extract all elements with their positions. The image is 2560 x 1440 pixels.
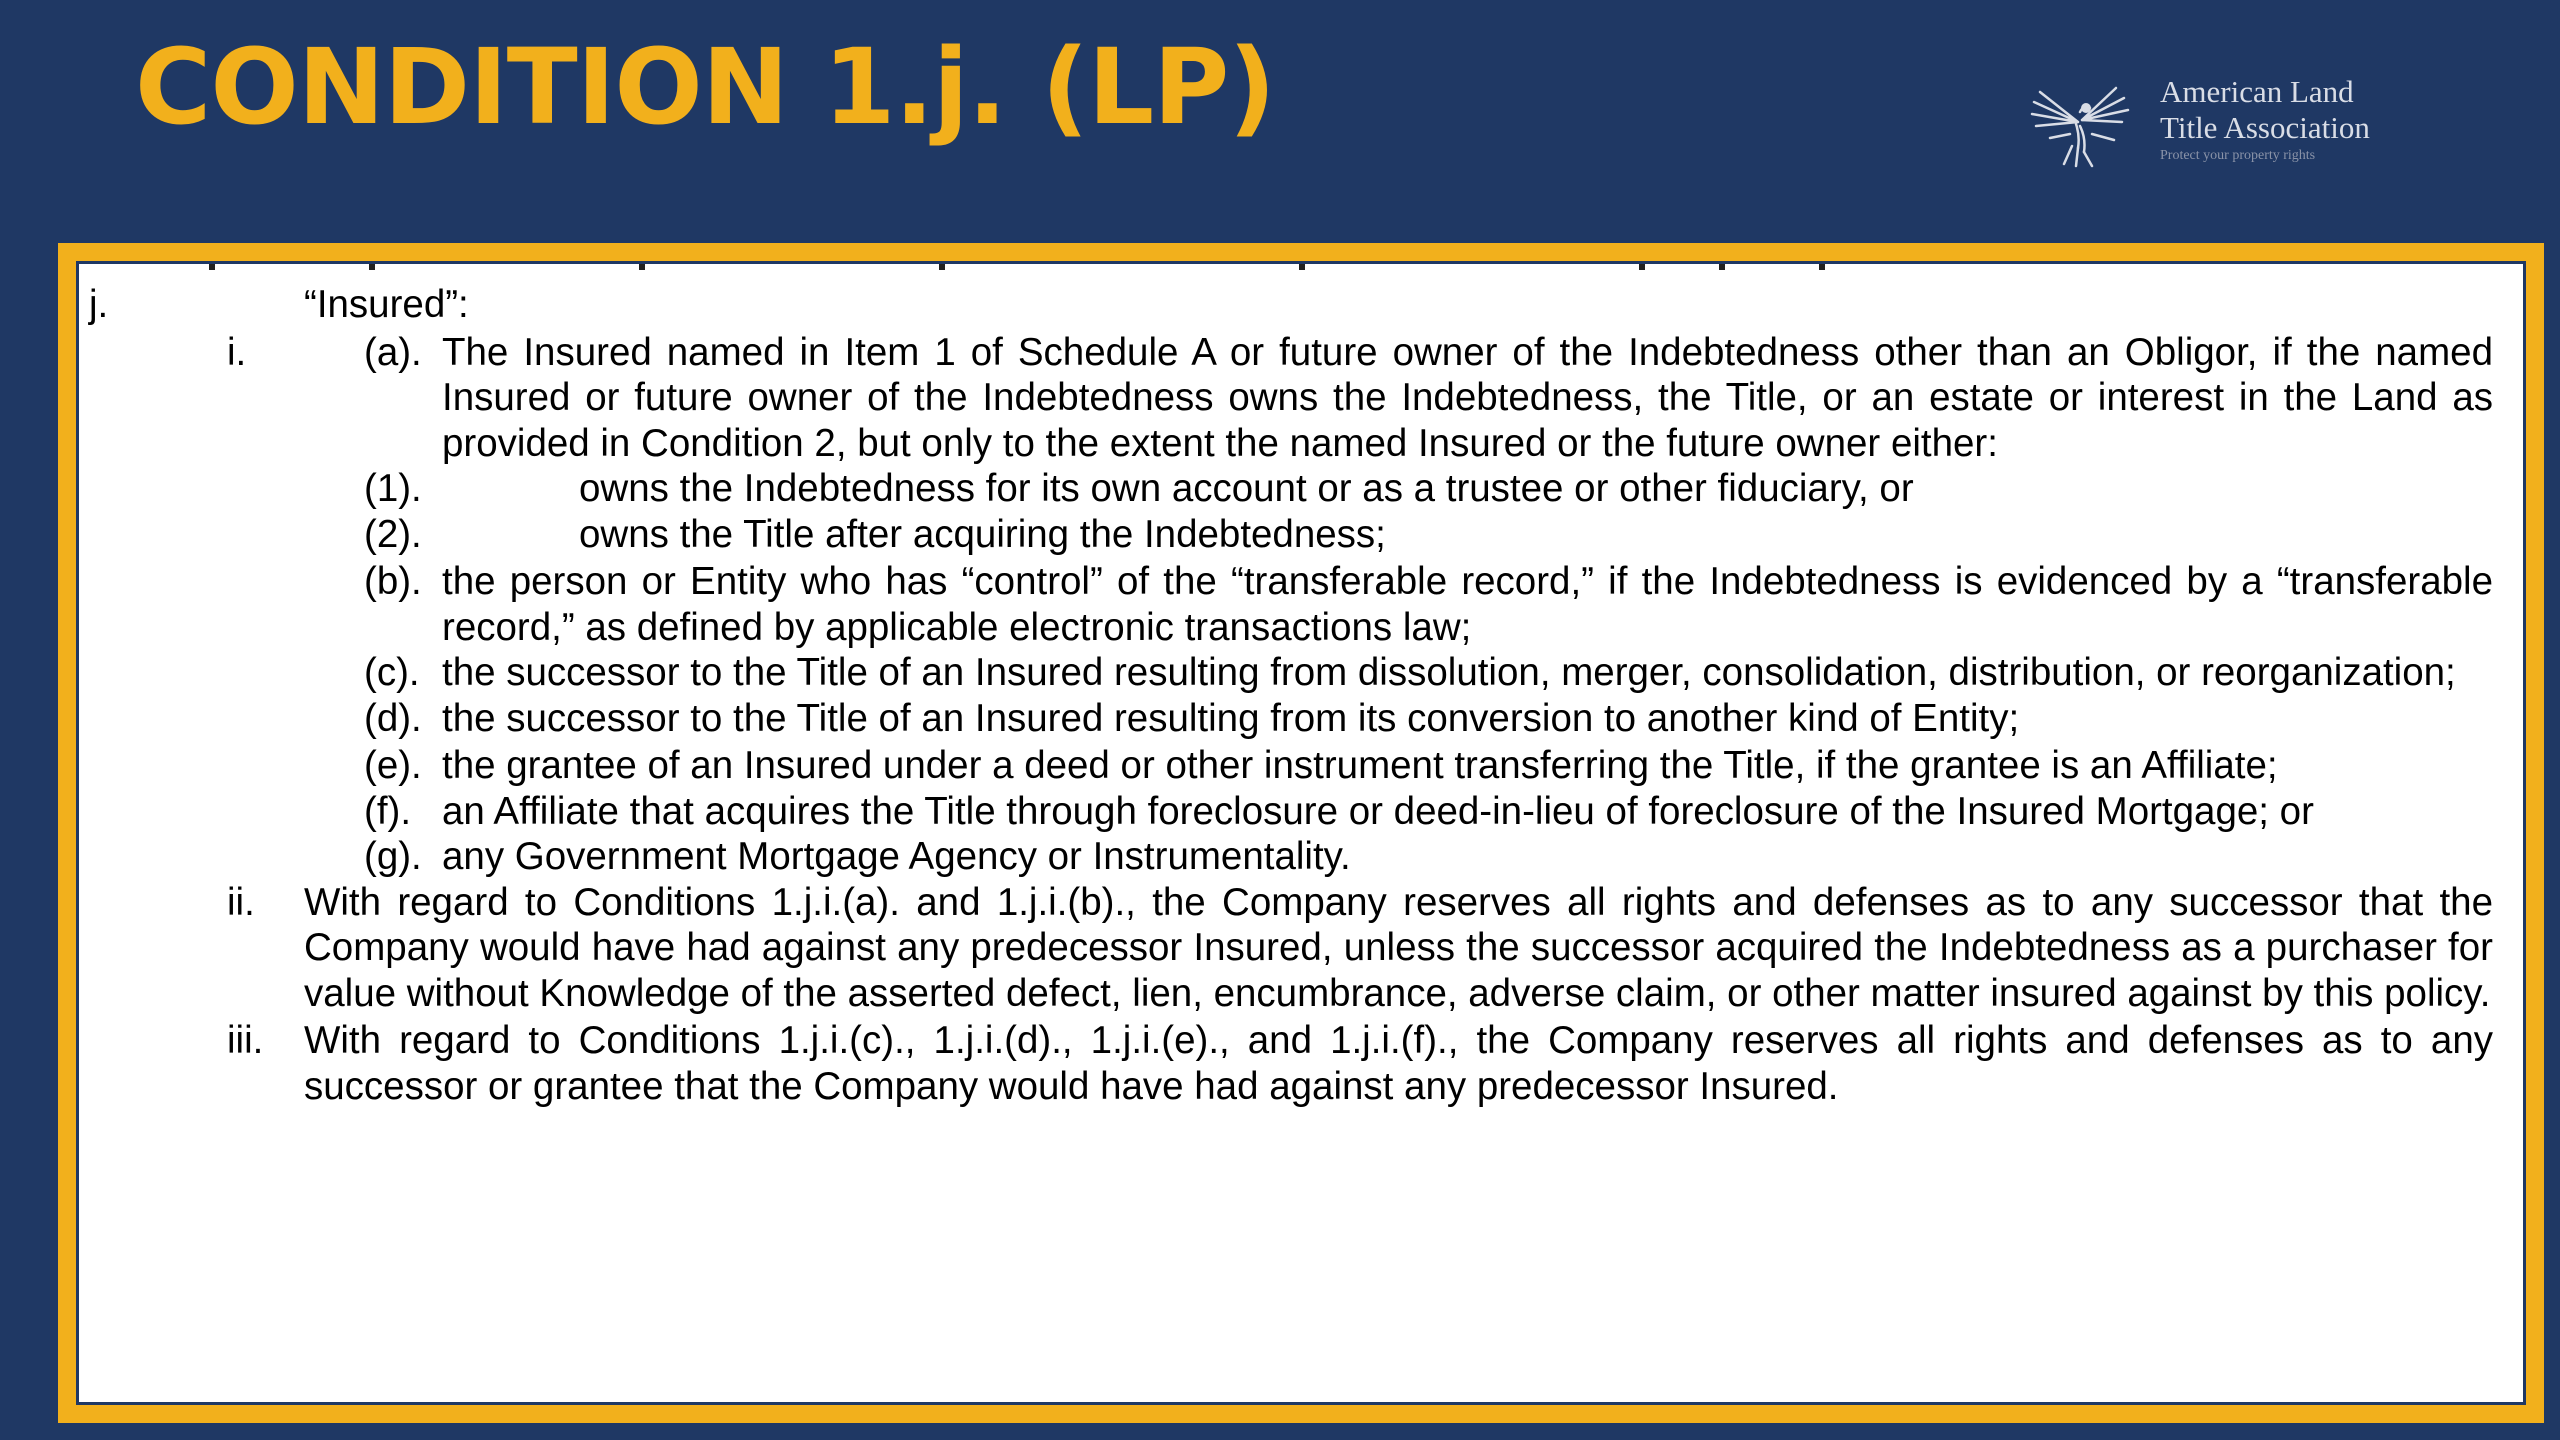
slide-title: CONDITION 1.j. (LP) [135, 26, 1275, 148]
eagle-icon [2020, 74, 2140, 170]
item-a-2 [79, 512, 2523, 558]
logo-line-1: American Land [2160, 74, 2354, 109]
item-i-label: i. [227, 330, 247, 374]
logo-line-2: Title Association [2160, 110, 2370, 145]
item-iii [79, 1018, 2523, 1109]
item-ii [79, 880, 2523, 1017]
item-c [79, 650, 2523, 696]
item-e [79, 743, 2523, 789]
item-g-text: any Government Mortgage Agency or Instrumentality. [442, 835, 1351, 878]
condition-text [79, 282, 2523, 1109]
item-a-text: The Insured named in Item 1 of Schedule A or future owner of the Indebtedness other than an Obligor, if the named Insured or future owner of the Indebtedness owns the Indebtedness, the Title, or an estate or interest in the Land as provided in Condition 2, but only to the extent the named Insured or the future owner either: [442, 330, 2493, 465]
item-j-label: j. [89, 283, 109, 326]
item-i-a [79, 330, 2523, 467]
document-panel [58, 243, 2544, 1423]
item-c-label: (c). [364, 651, 420, 694]
item-a-label: (a). [364, 330, 422, 374]
item-d [79, 696, 2523, 742]
item-j-term: “Insured”: [304, 283, 469, 326]
document-frame [76, 261, 2526, 1405]
logo-org-name [2160, 74, 2370, 146]
item-a2-text: owns the Title after acquiring the Indebtedness; [579, 512, 1386, 556]
item-b-label: (b). [364, 560, 422, 603]
item-d-label: (d). [364, 696, 422, 740]
clipped-previous-line [79, 264, 2523, 270]
item-g [79, 834, 2523, 880]
item-ii-label: ii. [227, 880, 255, 924]
item-a1-label: (1). [364, 467, 422, 510]
item-f-text: an Affiliate that acquires the Title through foreclosure or deed-in-lieu of foreclosure of the Insured Mortgage; or [442, 789, 2314, 833]
item-a2-label: (2). [364, 512, 422, 556]
logo-tagline: Protect your property rights [2160, 148, 2316, 163]
item-a-1 [79, 466, 2523, 512]
item-ii-text: With regard to Conditions 1.j.i.(a). and 1.j.i.(b)., the Company reserves all rights and defenses as to any successor that the Company would have had against any predecessor Insured, unless the successor acquired the Indebtedness as a purchaser for value without Knowledge of the asserted defect, lien, encumbrance, adverse claim, or other matter insured against by this policy. [304, 880, 2493, 1015]
item-b [79, 559, 2523, 650]
item-a1-text: owns the Indebtedness for its own account or as a trustee or other fiduciary, or [579, 467, 1914, 510]
item-f [79, 789, 2523, 835]
item-e-label: (e). [364, 744, 422, 787]
alta-logo [2020, 68, 2400, 178]
item-iii-text: With regard to Conditions 1.j.i.(c)., 1.j.i.(d)., 1.j.i.(e)., and 1.j.i.(f)., the Company reserves all rights and defenses as to any successor or grantee that the Company would have had against any predecessor Insured. [304, 1019, 2493, 1108]
item-c-text: the successor to the Title of an Insured resulting from dissolution, merger, consolidation, distribution, or reorganization; [442, 651, 2456, 694]
item-e-text: the grantee of an Insured under a deed or other instrument transferring the Title, if the grantee is an Affiliate; [442, 744, 2278, 787]
item-iii-label: iii. [227, 1019, 264, 1062]
item-d-text: the successor to the Title of an Insured resulting from its conversion to another kind of Entity; [442, 696, 2020, 740]
item-f-label: (f). [364, 789, 412, 833]
item-b-text: the person or Entity who has “control” of the “transferable record,” if the Indebtedness is evidenced by a “transferable record,” as defined by applicable electronic transactions law; [442, 560, 2493, 649]
item-j [79, 282, 2523, 328]
item-g-label: (g). [364, 835, 422, 878]
